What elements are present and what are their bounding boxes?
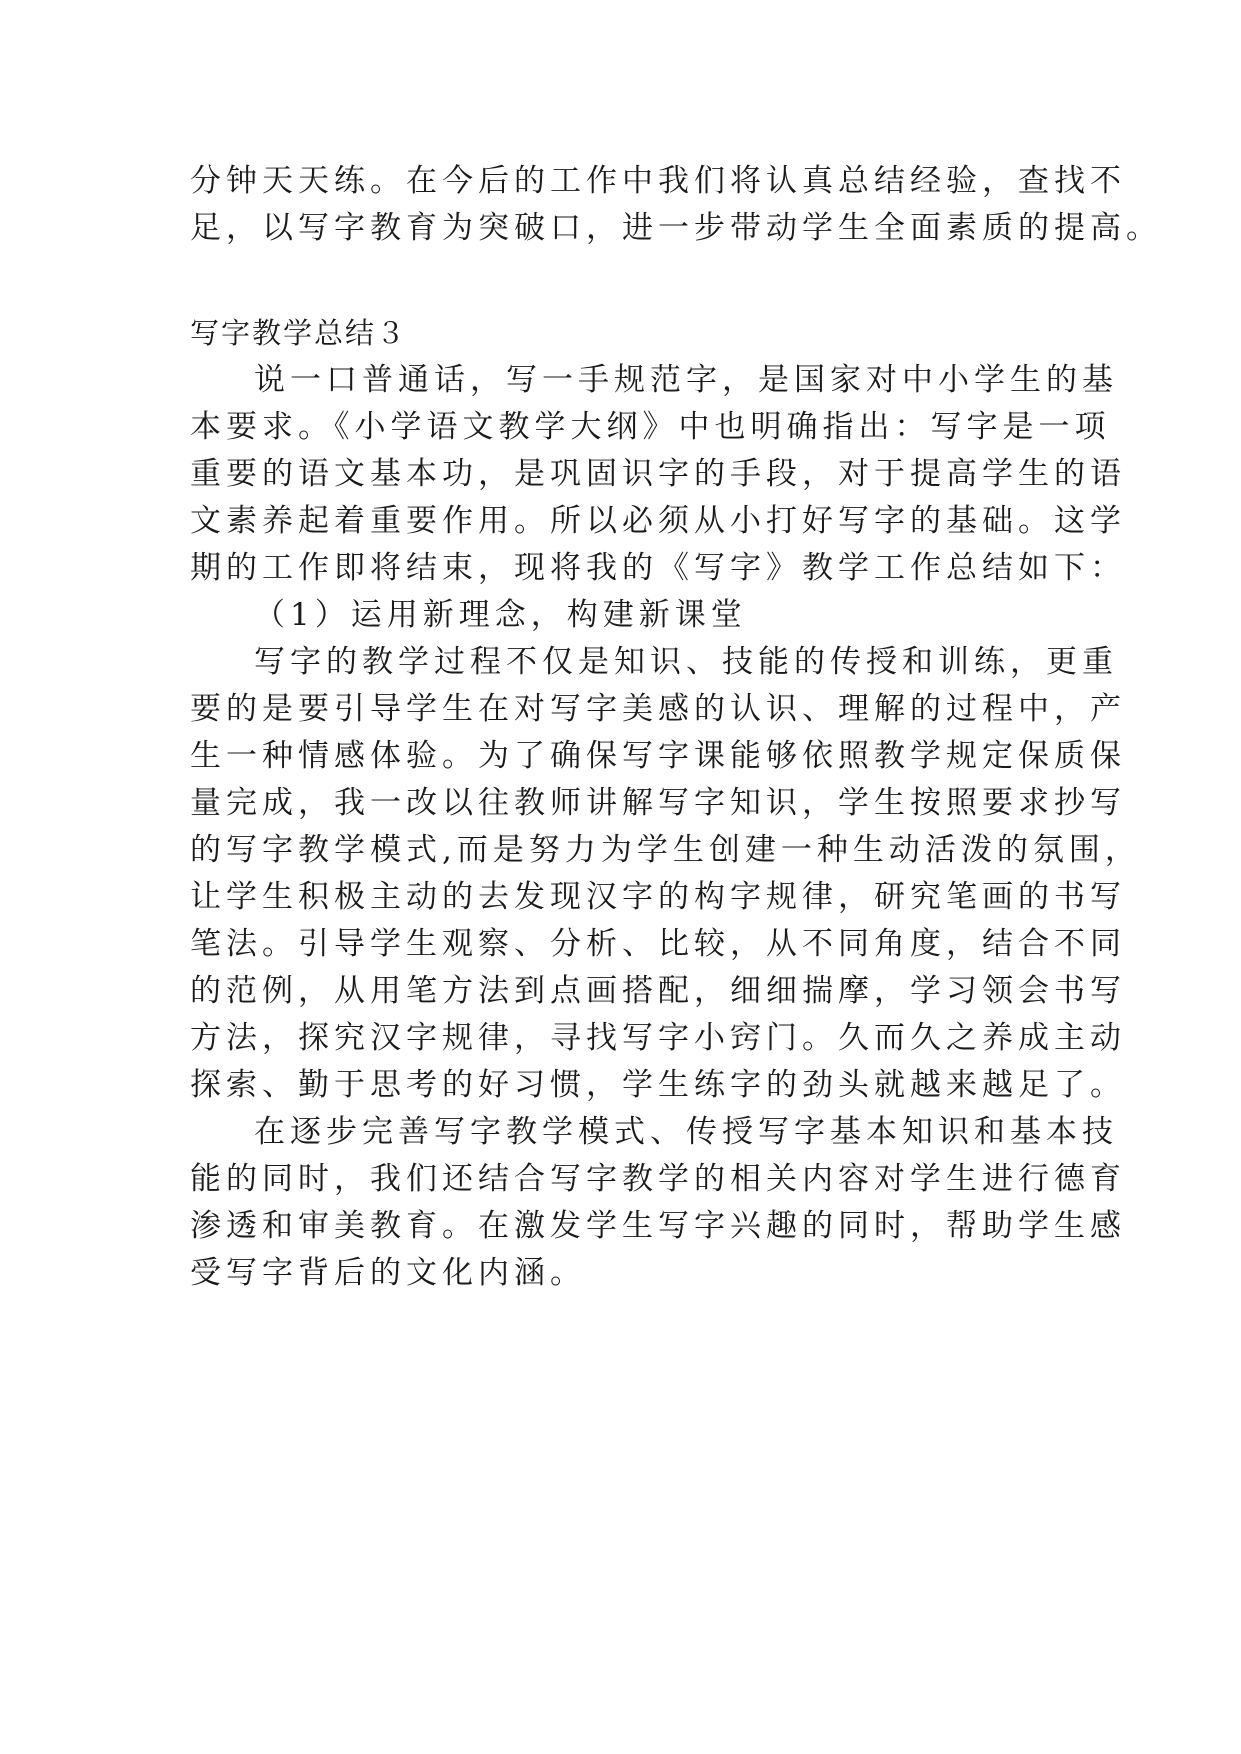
section-title: 写字教学总结３ <box>190 316 408 350</box>
text-line: 方法，探究汉字规律，寻找写字小窍门。久而久之养成主动 <box>190 1020 1126 1056</box>
text-line: 分钟天天练。在今后的工作中我们将认真总结经验，查找不 <box>190 163 1126 199</box>
document-body <box>190 158 1162 1297</box>
text-line: 笔法。引导学生观察、分析、比较，从不同角度，结合不同 <box>190 926 1126 962</box>
text-line: 期的工作即将结束，现将我的《写字》教学工作总结如下： <box>190 550 1126 586</box>
text-line: 量完成，我一改以往教师讲解写字知识，学生按照要求抄写 <box>190 785 1126 821</box>
text-line: 受写字背后的文化内涵。 <box>190 1255 586 1291</box>
text-line: 本要求。《小学语文教学大纲》中也明确指出：写字是一项 <box>190 409 1111 445</box>
paragraph-1 <box>190 639 1141 1109</box>
text-line: 说一口普通话，写一手规范字，是国家对中小学生的基 <box>254 362 1118 398</box>
text-line: 在逐步完善写字教学模式、传授写字基本知识和基本技 <box>254 1114 1118 1150</box>
text-line: 渗透和审美教育。在激发学生写字兴趣的同时，帮助学生感 <box>190 1208 1126 1244</box>
text-line: 的写字教学模式,而是努力为学生创建一种生动活泼的氛围， <box>190 832 1141 868</box>
subheading: （1）运用新理念，构建新课堂 <box>254 597 747 633</box>
text-line: 能的同时，我们还结合写字教学的相关内容对学生进行德育 <box>190 1161 1126 1197</box>
paragraph-2 <box>190 1109 1126 1297</box>
text-line: 要的是要引导学生在对写字美感的认识、理解的过程中，产 <box>190 691 1126 727</box>
text-line: 文素养起着重要作用。所以必须从小打好写字的基础。这学 <box>190 503 1126 539</box>
intro-paragraph <box>190 357 1126 592</box>
text-line: 重要的语文基本功，是巩固识字的手段，对于提高学生的语 <box>190 456 1126 492</box>
text-line: 探索、勤于思考的好习惯，学生练字的劲头就越来越足了。 <box>190 1067 1126 1103</box>
text-line: 让学生积极主动的去发现汉字的构字规律，研究笔画的书写 <box>190 879 1126 915</box>
text-line: 写字的教学过程不仅是知识、技能的传授和训练，更重 <box>254 644 1118 680</box>
text-line: 生一种情感体验。为了确保写字课能够依照教学规定保质保 <box>190 738 1126 774</box>
opening-paragraph <box>190 158 1162 252</box>
text-line: 足，以写字教育为突破口，进一步带动学生全面素质的提高。 <box>190 210 1162 246</box>
text-line: 的范例，从用笔方法到点画搭配，细细揣摩，学习领会书写 <box>190 973 1126 1009</box>
